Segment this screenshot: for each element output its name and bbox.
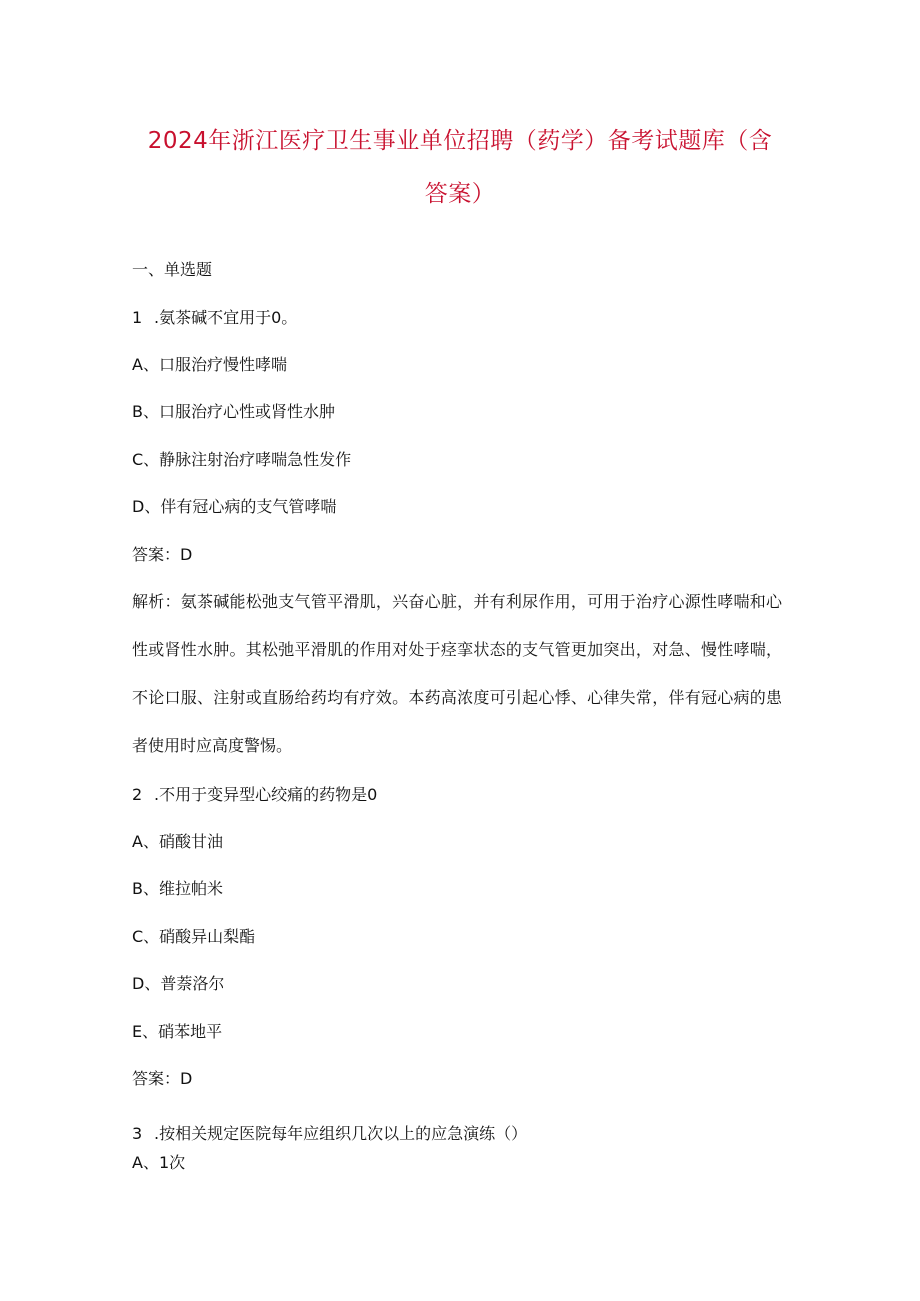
question-1-option-b: B、口服治疗心性或肾性水肿 [132, 402, 335, 421]
question-3-stem [132, 1124, 527, 1144]
question-2-option-e: E、硝苯地平 [132, 1022, 223, 1041]
question-2-option-a: A、硝酸甘油 [132, 832, 223, 851]
question-2-number: 2 [132, 785, 143, 804]
section-heading: 一、单选题 [132, 260, 213, 279]
question-1-option-a: A、口服治疗慢性哮喘 [132, 355, 287, 374]
question-3-number: 3 [132, 1124, 143, 1143]
question-3-text: .按相关规定医院每年应组织几次以上的应急演练（） [154, 1124, 528, 1143]
question-3-option-a: A、1次 [132, 1153, 186, 1172]
question-1-number: 1 [132, 308, 143, 327]
question-2-option-c: C、硝酸异山梨酯 [132, 927, 256, 946]
question-1-answer: 答案：D [132, 545, 193, 564]
question-2-option-b: B、维拉帕米 [132, 879, 223, 898]
question-2-answer: 答案：D [132, 1069, 193, 1088]
question-2-option-d: D、普萘洛尔 [132, 974, 225, 993]
question-1-analysis: 解析：氨茶碱能松弛支气管平滑肌，兴奋心脏，并有利尿作用，可用于治疗心源性哮喘和心性或肾性水肿。其松弛平滑肌的作用对处于痉挛状态的支气管更加突出，对急、慢性哮喘，不论口服、注射或直肠给药均有疗效。本药高浓度可引起心悸、心律失常，伴有冠心病的患者使用时应高度警惕。 [132, 592, 782, 755]
question-2-text: .不用于变异型心绞痛的药物是0 [154, 785, 378, 804]
question-2-stem [132, 785, 377, 805]
question-1-option-c: C、静脉注射治疗哮喘急性发作 [132, 450, 352, 469]
document-title-line-1: 2024年浙江医疗卫生事业单位招聘（药学）备考试题库（含 [147, 128, 773, 154]
question-1-stem [132, 308, 297, 328]
question-1-text: .氨茶碱不宜用于0。 [154, 308, 298, 327]
document-title-line-2: 答案） [424, 181, 496, 207]
question-1-option-d: D、伴有冠心病的支气管哮喘 [132, 497, 337, 516]
